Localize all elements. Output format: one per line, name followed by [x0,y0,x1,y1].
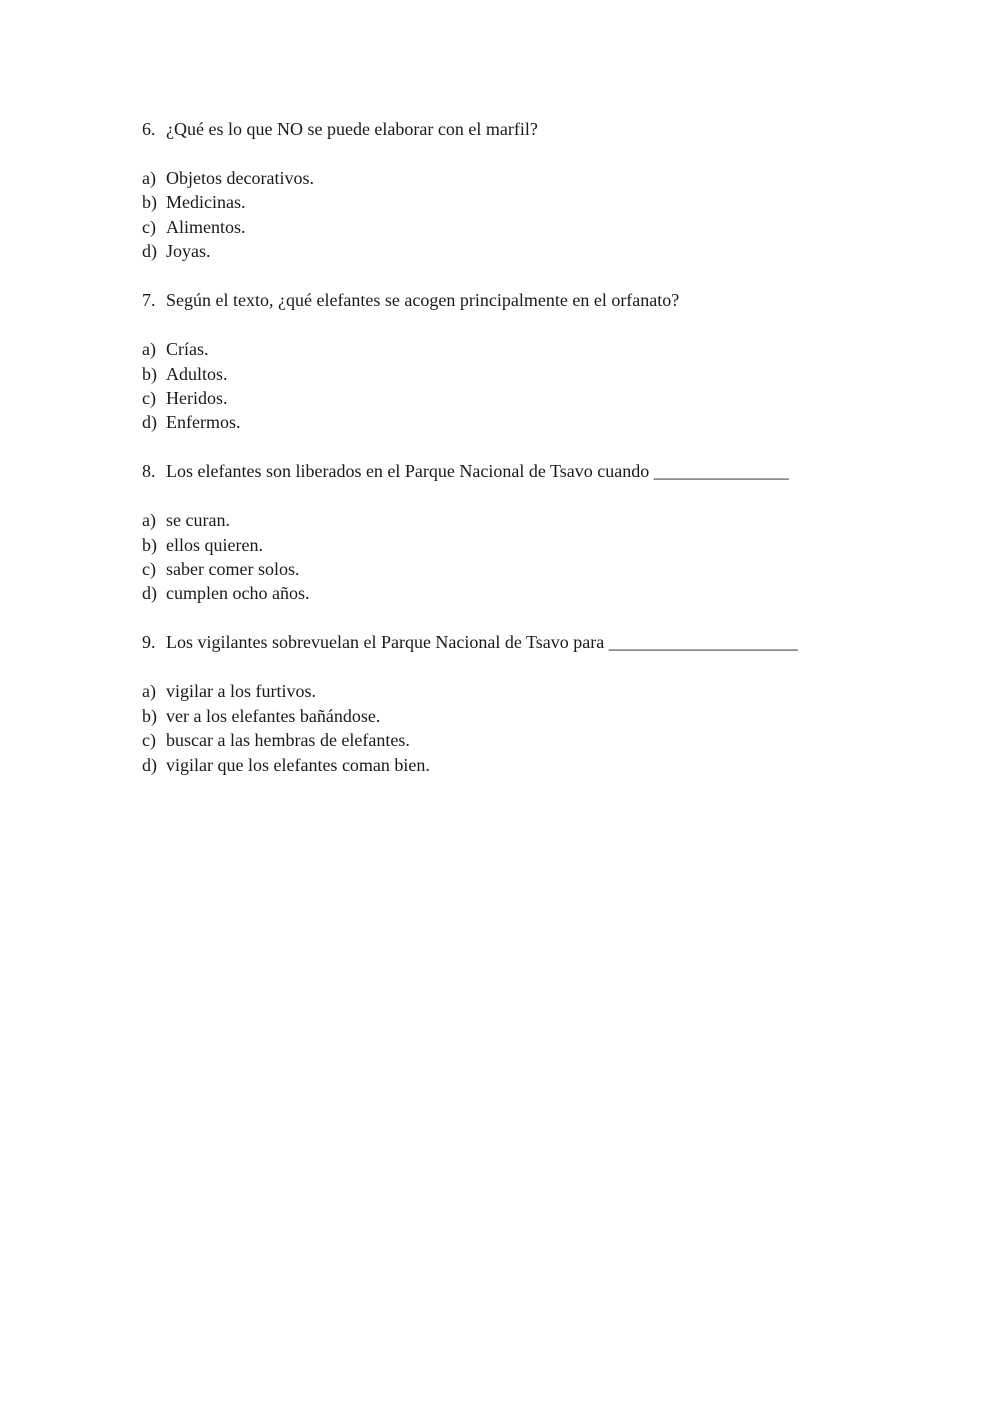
option-d[interactable] [142,239,882,263]
question-text: Según el texto, ¿qué elefantes se acogen principalmente en el orfanato? [166,290,680,311]
question-text: ¿Qué es lo que NO se puede elaborar con el marfil? [166,119,538,139]
option-text: vigilar que los elefantes coman bien. [166,754,430,775]
question-number: 6. [142,119,156,139]
question-6 [142,117,882,264]
option-letter: b) [142,705,157,726]
option-d[interactable] [142,581,882,605]
option-letter: b) [142,363,157,384]
option-letter: c) [142,730,156,751]
option-text: buscar a las hembras de elefantes. [166,730,410,751]
option-c[interactable] [142,557,882,581]
option-text: ver a los elefantes bañándose. [166,705,381,726]
question-8 [142,459,882,606]
option-text: Alimentos. [166,216,246,237]
question-stem [142,459,882,483]
option-text: Crías. [166,339,209,360]
question-7 [142,288,882,435]
option-c[interactable] [142,215,882,239]
option-letter: d) [142,412,157,433]
option-a[interactable] [142,679,882,703]
option-letter: a) [142,167,156,188]
option-d[interactable] [142,753,882,777]
option-text: Objetos decorativos. [166,167,314,188]
option-b[interactable] [142,533,882,557]
option-text: Medicinas. [166,192,246,213]
question-text: Los elefantes son liberados en el Parque Nacional de Tsavo cuando _______________ [166,461,789,482]
option-text: cumplen ocho años. [166,583,310,604]
option-a[interactable] [142,337,882,361]
option-text: Enfermos. [166,412,241,433]
option-text: Joyas. [166,241,211,262]
option-b[interactable] [142,362,882,386]
worksheet-page [142,117,882,777]
option-c[interactable] [142,386,882,410]
question-stem [142,117,882,141]
option-text: Adultos. [166,363,228,384]
option-text: ellos quieren. [166,534,263,555]
option-letter: c) [142,216,156,237]
option-letter: c) [142,559,156,580]
question-text: Los vigilantes sobrevuelan el Parque Nacional de Tsavo para _____________________ [166,632,798,653]
question-number: 8. [142,461,156,482]
option-text: Heridos. [166,387,228,408]
option-letter: a) [142,510,156,531]
option-letter: a) [142,681,156,702]
option-b[interactable] [142,704,882,728]
option-letter: d) [142,583,157,604]
option-letter: a) [142,339,156,360]
option-text: saber comer solos. [166,559,300,580]
option-letter: d) [142,754,157,775]
option-c[interactable] [142,728,882,752]
option-d[interactable] [142,410,882,434]
question-number: 7. [142,290,156,311]
option-b[interactable] [142,190,882,214]
option-text: vigilar a los furtivos. [166,681,316,702]
option-letter: d) [142,241,157,262]
question-number: 9. [142,632,156,653]
question-stem [142,630,882,654]
option-text: se curan. [166,510,230,531]
option-letter: b) [142,534,157,555]
option-a[interactable] [142,508,882,532]
option-a[interactable] [142,166,882,190]
option-letter: b) [142,192,157,213]
option-letter: c) [142,387,156,408]
question-stem [142,288,882,312]
question-9 [142,630,882,777]
